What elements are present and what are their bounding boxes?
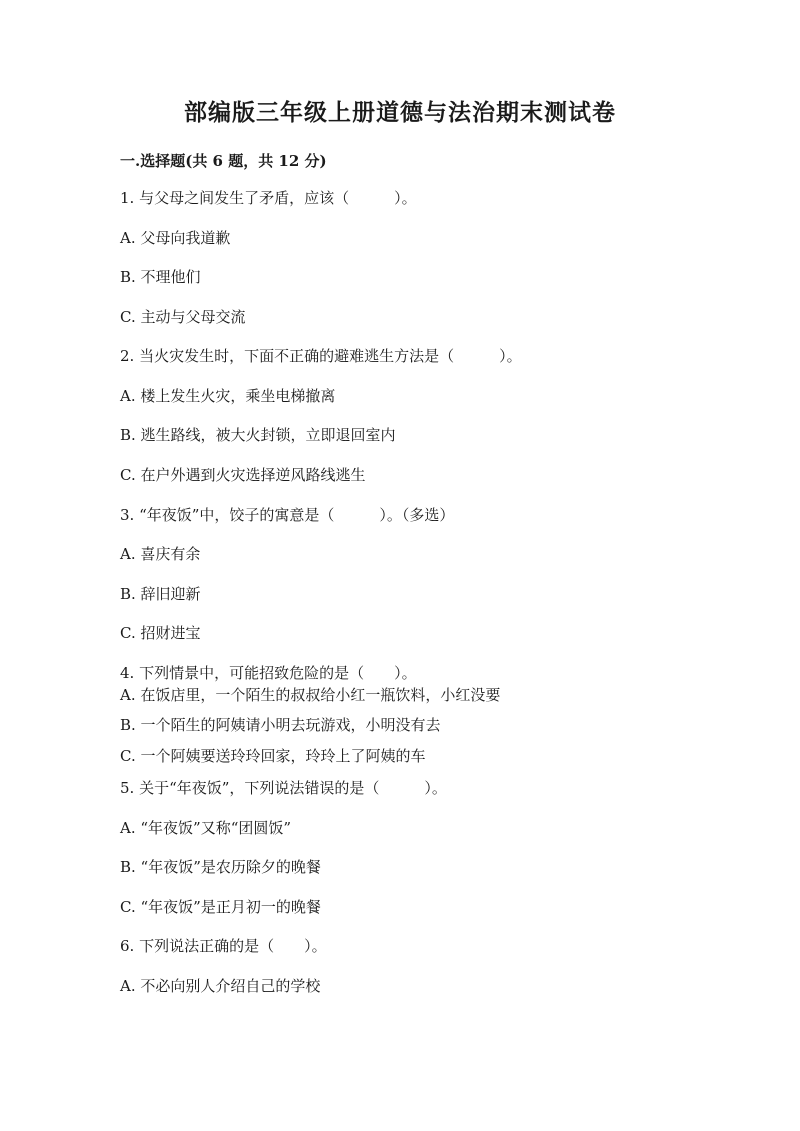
question-3-stem: 3. “年夜饭”中，饺子的寓意是（ ）。（多选） xyxy=(120,506,455,524)
question-4-option-b: B. 一个陌生的阿姨请小明去玩游戏，小明没有去 xyxy=(120,716,441,734)
question-1-stem: 1. 与父母之间发生了矛盾，应该（ ）。 xyxy=(120,189,417,207)
question-3-option-a: A. 喜庆有余 xyxy=(120,545,201,563)
question-2-stem: 2. 当火灾发生时，下面不正确的避难逃生方法是（ ）。 xyxy=(120,347,522,365)
question-2-option-c: C. 在户外遇到火灾选择逆风路线逃生 xyxy=(120,466,366,484)
question-3-option-c: C. 招财进宝 xyxy=(120,624,201,642)
question-6-stem: 6. 下列说法正确的是（ ）。 xyxy=(120,937,327,955)
question-5-option-c: C. “年夜饭”是正月初一的晚餐 xyxy=(120,898,321,916)
question-5-option-a: A. “年夜饭”又称“团圆饭” xyxy=(120,819,292,837)
section-heading: 一.选择题(共 6 题，共 12 分) xyxy=(120,152,327,170)
question-4-stem: 4. 下列情景中，可能招致危险的是（ ）。 xyxy=(120,664,417,682)
question-4-option-c: C. 一个阿姨要送玲玲回家，玲玲上了阿姨的车 xyxy=(120,747,426,765)
question-1-option-a: A. 父母向我道歉 xyxy=(120,229,231,247)
question-3-option-b: B. 辞旧迎新 xyxy=(120,585,201,603)
page-title: 部编版三年级上册道德与法治期末测试卷 xyxy=(184,99,616,126)
question-6-option-a: A. 不必向别人介绍自己的学校 xyxy=(120,977,321,995)
question-5-stem: 5. 关于“年夜饭”，下列说法错误的是（ ）。 xyxy=(120,779,447,797)
question-1-option-c: C. 主动与父母交流 xyxy=(120,308,246,326)
question-1-option-b: B. 不理他们 xyxy=(120,268,201,286)
question-4-option-a: A. 在饭店里，一个陌生的叔叔给小红一瓶饮料，小红没要 xyxy=(120,686,501,704)
question-5-option-b: B. “年夜饭”是农历除夕的晚餐 xyxy=(120,858,321,876)
question-2-option-a: A. 楼上发生火灾，乘坐电梯撤离 xyxy=(120,387,336,405)
question-2-option-b: B. 逃生路线，被大火封锁，立即退回室内 xyxy=(120,426,396,444)
